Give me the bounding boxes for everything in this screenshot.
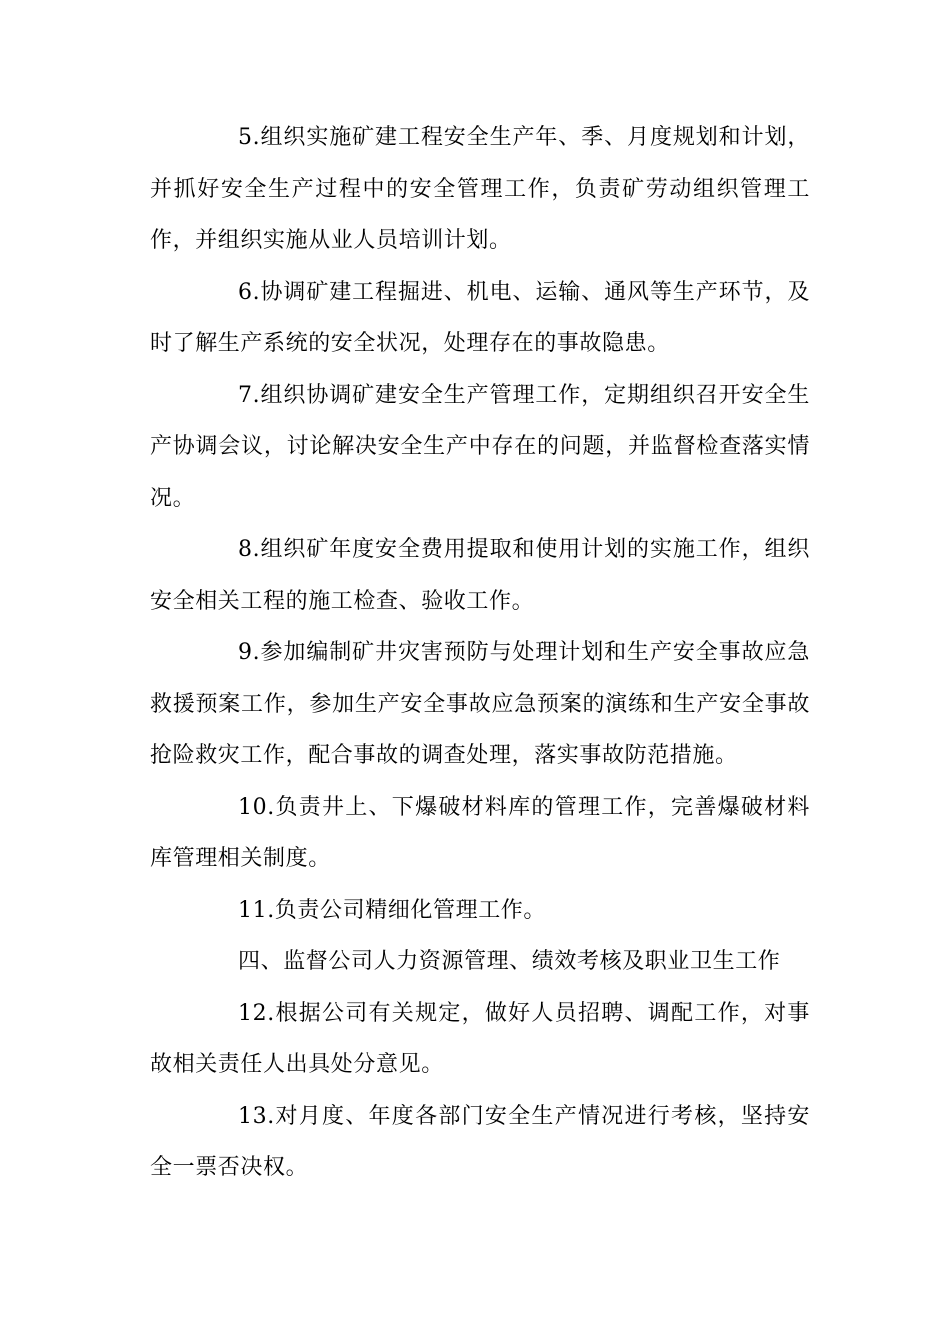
paragraph-item-12: 12.根据公司有关规定，做好人员招聘、调配工作，对事故相关责任人出具处分意见。 xyxy=(150,1000,810,1077)
paragraph-item-5: 5.组织实施矿建工程安全生产年、季、月度规划和计划，并抓好安全生产过程中的安全管理工作，负责矿劳动组织管理工作，并组织实施从业人员培训计划。 xyxy=(150,125,810,253)
paragraph-item-7: 7.组织协调矿建安全生产管理工作，定期组织召开安全生产协调会议，讨论解决安全生产中存在的问题，并监督检查落实情况。 xyxy=(150,382,810,511)
paragraph-item-8: 8.组织矿年度安全费用提取和使用计划的实施工作，组织安全相关工程的施工检查、验收工作。 xyxy=(150,537,810,614)
paragraph-item-9: 9.参加编制矿井灾害预防与处理计划和生产安全事故应急救援预案工作，参加生产安全事故应急预案的演练和生产安全事故抢险救灾工作，配合事故的调查处理，落实事故防范措施。 xyxy=(150,640,810,768)
paragraph-item-13: 13.对月度、年度各部门安全生产情况进行考核，坚持安全一票否决权。 xyxy=(150,1103,810,1180)
document-body xyxy=(150,112,810,1194)
section-heading-4: 四、监督公司人力资源管理、绩效考核及职业卫生工作 xyxy=(238,949,781,974)
paragraph-item-6: 6.协调矿建工程掘进、机电、运输、通风等生产环节，及时了解生产系统的安全状况，处理存在的事故隐患。 xyxy=(150,279,810,356)
paragraph-item-11: 11.负责公司精细化管理工作。 xyxy=(238,897,546,923)
paragraph-item-10: 10.负责井上、下爆破材料库的管理工作，完善爆破材料库管理相关制度。 xyxy=(150,794,810,871)
